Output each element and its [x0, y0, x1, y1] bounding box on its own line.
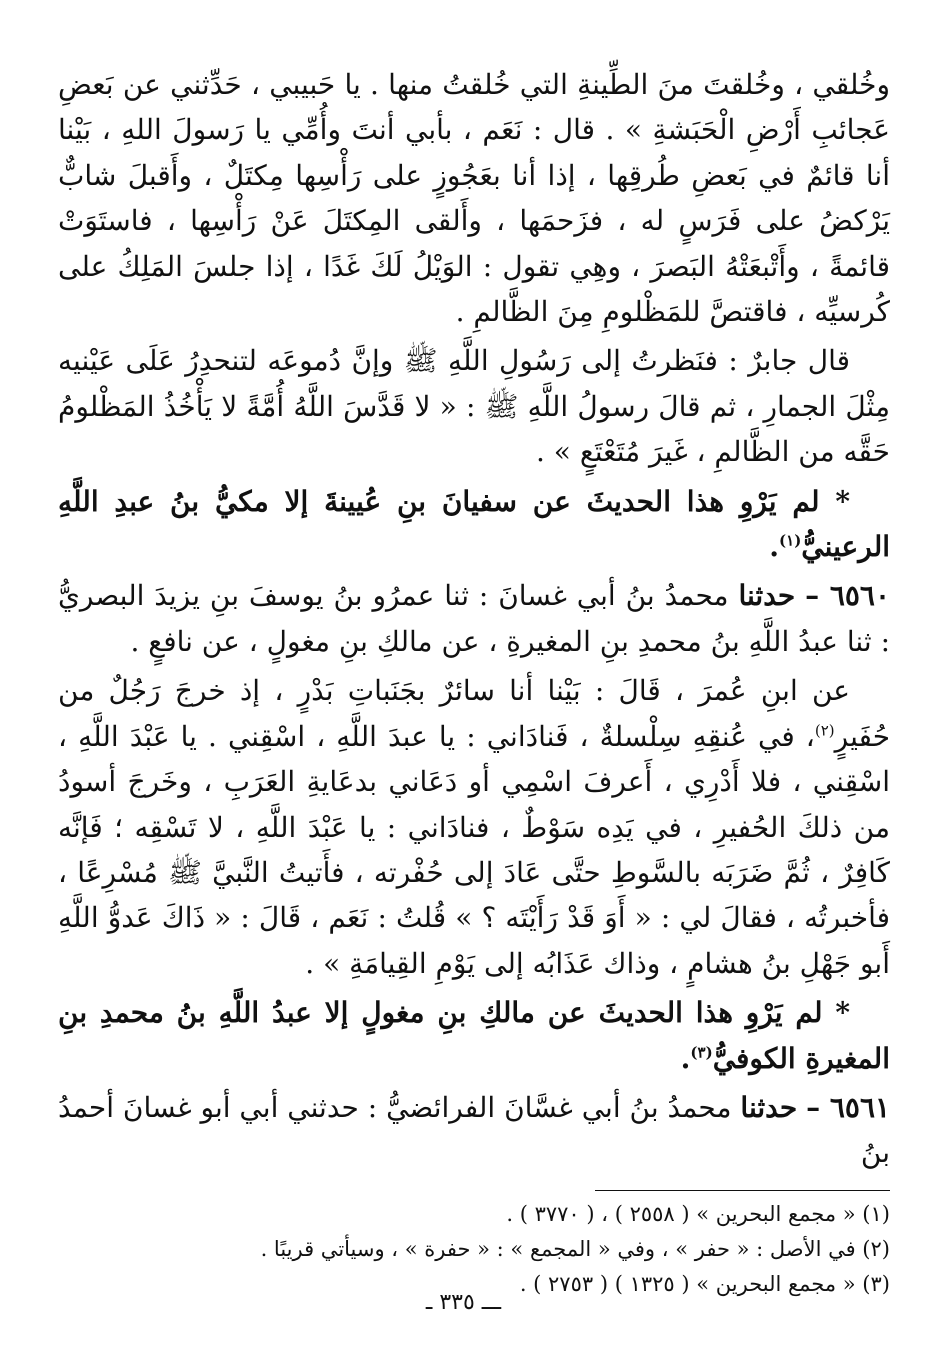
footnotes: [58, 1197, 890, 1302]
footnote-divider: [595, 1190, 890, 1191]
hadith-6561-isnad: محمدُ بنُ أبي غسَّانَ الفرائضيُّ : حدثني أبي أبو غسانَ أحمدُ بنُ: [58, 1090, 890, 1170]
footnote-2: (٢) في الأصل : « حفر » ، وفي « المجمع » : « حفرة » ، وسيأتي قريبًا .: [260, 1236, 890, 1261]
hadith-number-6560: ٦٥٦٠ –: [805, 579, 890, 613]
footnote-ref-1: (١): [779, 531, 802, 550]
footnote-3: (٣) « مجمع البحرين » ( ١٣٢٥ ) ( ٢٧٥٣ ) .: [519, 1271, 890, 1296]
editor-note-1-text: * لم يَرْوِ هذا الحديثَ عن سفيانَ بنِ عُيينةَ إلا مكيُّ بنُ عبدِ اللَّهِ الرعينيُّ: [58, 484, 890, 564]
page-number: ـــ ٣٣٥ ـ: [425, 1290, 502, 1315]
hadith-6561-intro: حدثنا: [740, 1090, 798, 1124]
footnote-ref-3: (٣): [690, 1043, 713, 1062]
hadith-number-6561: ٦٥٦١ –: [806, 1090, 891, 1124]
editor-note-2: * لم يَرْوِ هذا الحديثَ عن مالكِ بنِ مغولٍ إلا عبدُ اللَّهِ بنُ محمدِ بنِ المغيرةِ الكوفيُّ$^{(٣)}$.: [58, 996, 890, 1075]
hadith-6560-isnad: محمدُ بنُ أبي غسانَ : ثنا عمرُو بنُ يوسفَ بنِ يزيدَ البصريُّ : ثنا عبدُ اللَّهِ بنُ محمدِ بنِ المغيرةِ ، عن مالكِ بنِ مغولٍ ، عن نافعٍ .: [58, 579, 890, 658]
footnote-1: (١) « مجمع البحرين » ( ٢٥٥٨ ) ، ( ٣٧٧٠ ) .: [506, 1201, 890, 1226]
hadith-6560-chain: [58, 573, 890, 664]
page-body: [58, 62, 890, 1302]
hadith-6560-text-b: ، في عُنقِهِ سِلْسلةٌ ، فَنادَاني : يا عبدَ اللَّهِ ، اسْقِني . يا عَبْدَ اللَّهِ ، اسْقِني ، فلا أَدْرِي ، أَعرفَ اسْمِي أو دَعَاني بدعَايةِ العَرَبِ ، وخَرجَ أسودُ من ذلكَ الحُفيرِ ، في يَدِه سَوْطٌ ، فنادَاني : يا عَبْدَ اللَّهِ ، لا تَسْقِه ؛ فَإنَّه كَافِرٌ ، ثُمَّ ضَرَبَه بالسَّوطِ حتَّى عَادَ إلى حُفْرته ، فأَتيتُ النَّبيَّ ﷺ مُسْرِعًا ، فأخبرتُه ، فقالَ لي : « أَوَ قَدْ رَأَيْتَه ؟ » قُلتُ : نَعَم ، قَالَ : « ذَاكَ عَدوُّ اللَّهِ أَبو جَهْلِ بنُ هشامٍ ، وذاك عَذَابُه إلى يَوْمِ القِيامَةِ » .: [58, 719, 890, 980]
main-text: [58, 62, 890, 1176]
hadith-6561-chain: [58, 1085, 890, 1176]
hadith-6560-text-a: عن ابنِ عُمرَ ، قَالَ : بَيْنا أنا سائرٌ بجَنَباتِ بَدْرٍ ، إذ خرجَ رَجُلٌ من حُفَيرٍ: [58, 674, 890, 753]
footnote-ref-2: (٢): [814, 721, 835, 740]
paragraph-2: قال جابرٌ : فنَظرتُ إلى رَسُولِ اللَّهِ ﷺ وإنَّ دُموعَه لتنحدِرُ عَلَى عَيْنيه مِثْلَ الجمارِ ، ثم قالَ رسولُ اللَّهِ ﷺ : « لا قَدَّسَ اللَّهُ أُمَّةً لا يَأْخُذُ المَظْلومُ حَقَّه من الظَّالمِ ، غَيرَ مُتَعْتَعٍ » .: [58, 344, 890, 469]
editor-note-1: * لم يَرْوِ هذا الحديثَ عن سفيانَ بنِ عُيينةَ إلا مكيُّ بنُ عبدِ اللَّهِ الرعينيُّ$^{(١)}$.: [58, 484, 890, 564]
editor-note-2-text: * لم يَرْوِ هذا الحديثَ عن مالكِ بنِ مغولٍ إلا عبدُ اللَّهِ بنُ محمدِ بنِ المغيرةِ الكوفيُّ: [58, 996, 890, 1075]
paragraph-1: وخُلقي ، وخُلقتَ منَ الطِّينةِ التي خُلقتُ منها . يا حَبيبي ، حَدِّثني عن بَعضِ عَجائبِ أَرْضِ الْحَبَشةِ » . قال : نَعَم ، بأبي أنتَ وأُمِّي يا رَسولَ اللهِ ، بَيْنا أنا قائمٌ في بَعضِ طُرقِها ، إذا أنا بعَجُوزٍ على رَأْسِها مِكتَلٌ ، وأَقبلَ شابٌّ يَرْكضُ على فَرَسٍ له ، فزَحمَها ، وأَلقى المِكتَلَ عَنْ رَأْسِها ، فاستَوَتْ قائمةً ، وأَتْبعَتْهُ البَصرَ ، وهِي تقول : الوَيْلُ لَكَ غَدًا ، إذا جلسَ المَلِكُ على كُرسيِّه ، فاقتصَّ للمَظْلومِ مِنَ الظَّالمِ .: [58, 68, 890, 329]
hadith-6560-text: [58, 668, 890, 986]
hadith-6560-intro: حدثنا: [738, 579, 796, 613]
